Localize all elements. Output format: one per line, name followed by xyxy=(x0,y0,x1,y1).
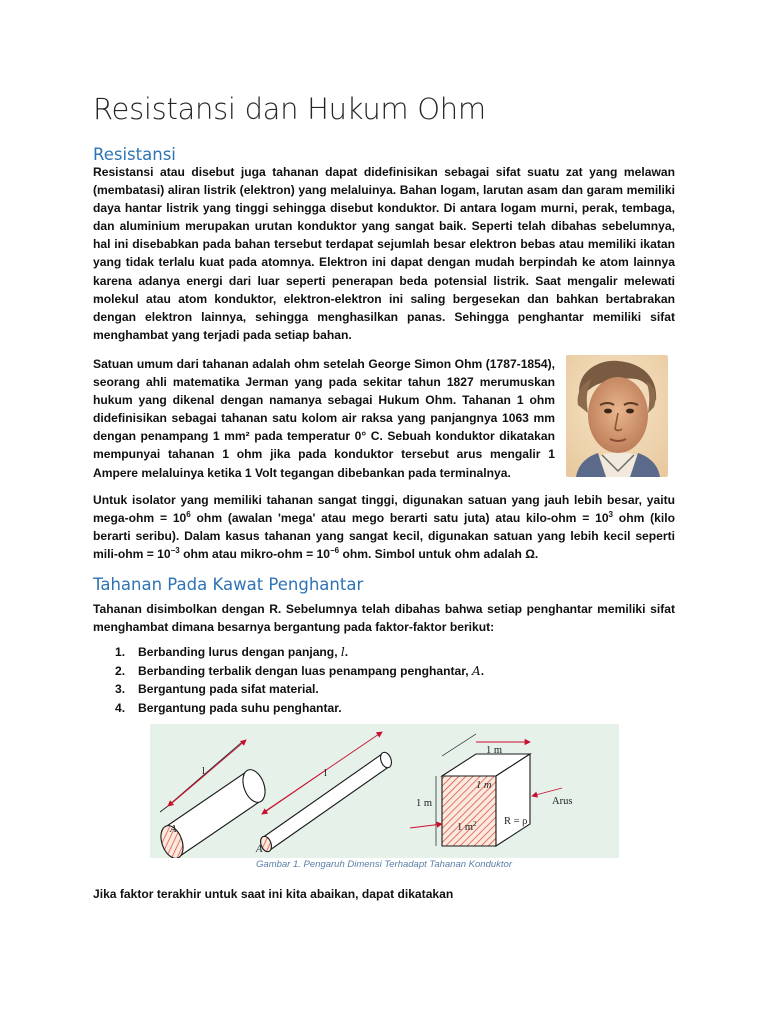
thick-cylinder xyxy=(157,740,269,858)
paragraph-resistansi-definition: Resistansi atau disebut juga tahanan dapat didefinisikan sebagai sifat suatu zat yang melawan (membatasi) aliran listrik (elektron) yang melaluinya. Bahan logam, larutan asam dan garam memiliki daya hantar listrik yang tinggi sehingga disebut konduktor. Di antara logam murni, perak, tembaga, dan aluminium merupakan urutan konduktor yang sangat baik. Seperti telah dibahas sebelumnya, hal ini disebabkan pada bahan tersebut terdapat sejumlah besar elektron bebas atau memiliki ikatan yang tidak terlalu kuat pada atomnya. Elektron ini dapat dengan mudah berpindah ke atom lainnya karena adanya energi dari luar seperti penerapan beda potensial listrik. Saat mengalir melewati molekul atau atom konduktor, elektron-elektron ini saling bergesekan dan bahkan bertabrakan dengan elektron lainnya, sehingga menghasilkan panas. Sehingga penghantar memiliki sifat menghambat yang terjadi pada setiap bahan. xyxy=(93,165,675,342)
label-cube-area: 1 $m^2$ xyxy=(457,820,477,833)
paragraph-closing: Jika faktor terakhir untuk saat ini kita abaikan, dapat dikatakan xyxy=(93,887,454,901)
paragraph-tahanan-intro: Tahanan disimbolkan dengan R. Sebelumnya telah dibahas bahwa setiap penghantar memiliki sifat menghambat dimana besarnya bergantung pada faktor-faktor berikut: xyxy=(93,602,675,635)
label-cube-left: 1 m xyxy=(416,798,433,809)
label-cube-top: 1 m xyxy=(486,745,503,756)
label-cube-diagonal: 1 m xyxy=(476,780,492,791)
section-heading-tahanan-kawat: Tahanan Pada Kawat Penghantar xyxy=(93,575,364,594)
label-area-1: A xyxy=(170,824,177,835)
unit-cube xyxy=(410,734,572,846)
label-current: Arus xyxy=(552,796,573,807)
label-area-2: A xyxy=(256,844,263,855)
paragraph-ohm-unit: Satuan umum dari tahanan adalah ohm setelah George Simon Ohm (1787-1854), seorang ahli matematika Jerman yang pada sekitar tahun 1827 merumuskan hukum yang dikenal dengan namanya sebagai Hukum Ohm. Tahanan 1 ohm didefinisikan sebagai tahanan satu kolom air raksa yang panjangnya 1063 mm dengan penampang 1 mm² pada temperatur 0° C. Sebuah konduktor dikatakan mempunyai tahanan 1 ohm jika pada konduktor tersebut arus mengalir 1 Ampere melaluinya ketika 1 Volt tegangan dibebankan pada terminalnya. xyxy=(93,357,555,480)
section-heading-resistansi: Resistansi xyxy=(93,145,176,164)
figure-conductor-dimensions xyxy=(150,724,619,858)
label-length-2: l xyxy=(324,768,327,779)
figure-caption: Gambar 1. Pengaruh Dimensi Terhadapt Tahanan Konduktor xyxy=(256,859,512,870)
page-title: Resistansi dan Hukum Ohm xyxy=(93,92,486,126)
thin-cylinder xyxy=(255,732,393,855)
paragraph-unit-prefixes: Untuk isolator yang memiliki tahanan sangat tinggi, digunakan satuan yang jauh lebih besar, yaitu mega-ohm = $10^6$ ohm (awalan 'mega' atau mego berarti satu juta) atau kilo-ohm = $10^3$ ohm (kilo berarti seribu). Dalam kasus tahanan yang sangat kecil, digunakan satuan yang lebih kecil seperti mili-ohm = $10^{-3}$ ohm atau mikro-ohm = $10^{-6}$ ohm. Simbol untuk ohm adalah Ω. xyxy=(93,493,675,562)
label-resistance-eq: R = ρ xyxy=(504,816,528,827)
label-length-1: l xyxy=(202,766,205,777)
portrait-image-george-ohm xyxy=(566,355,668,477)
